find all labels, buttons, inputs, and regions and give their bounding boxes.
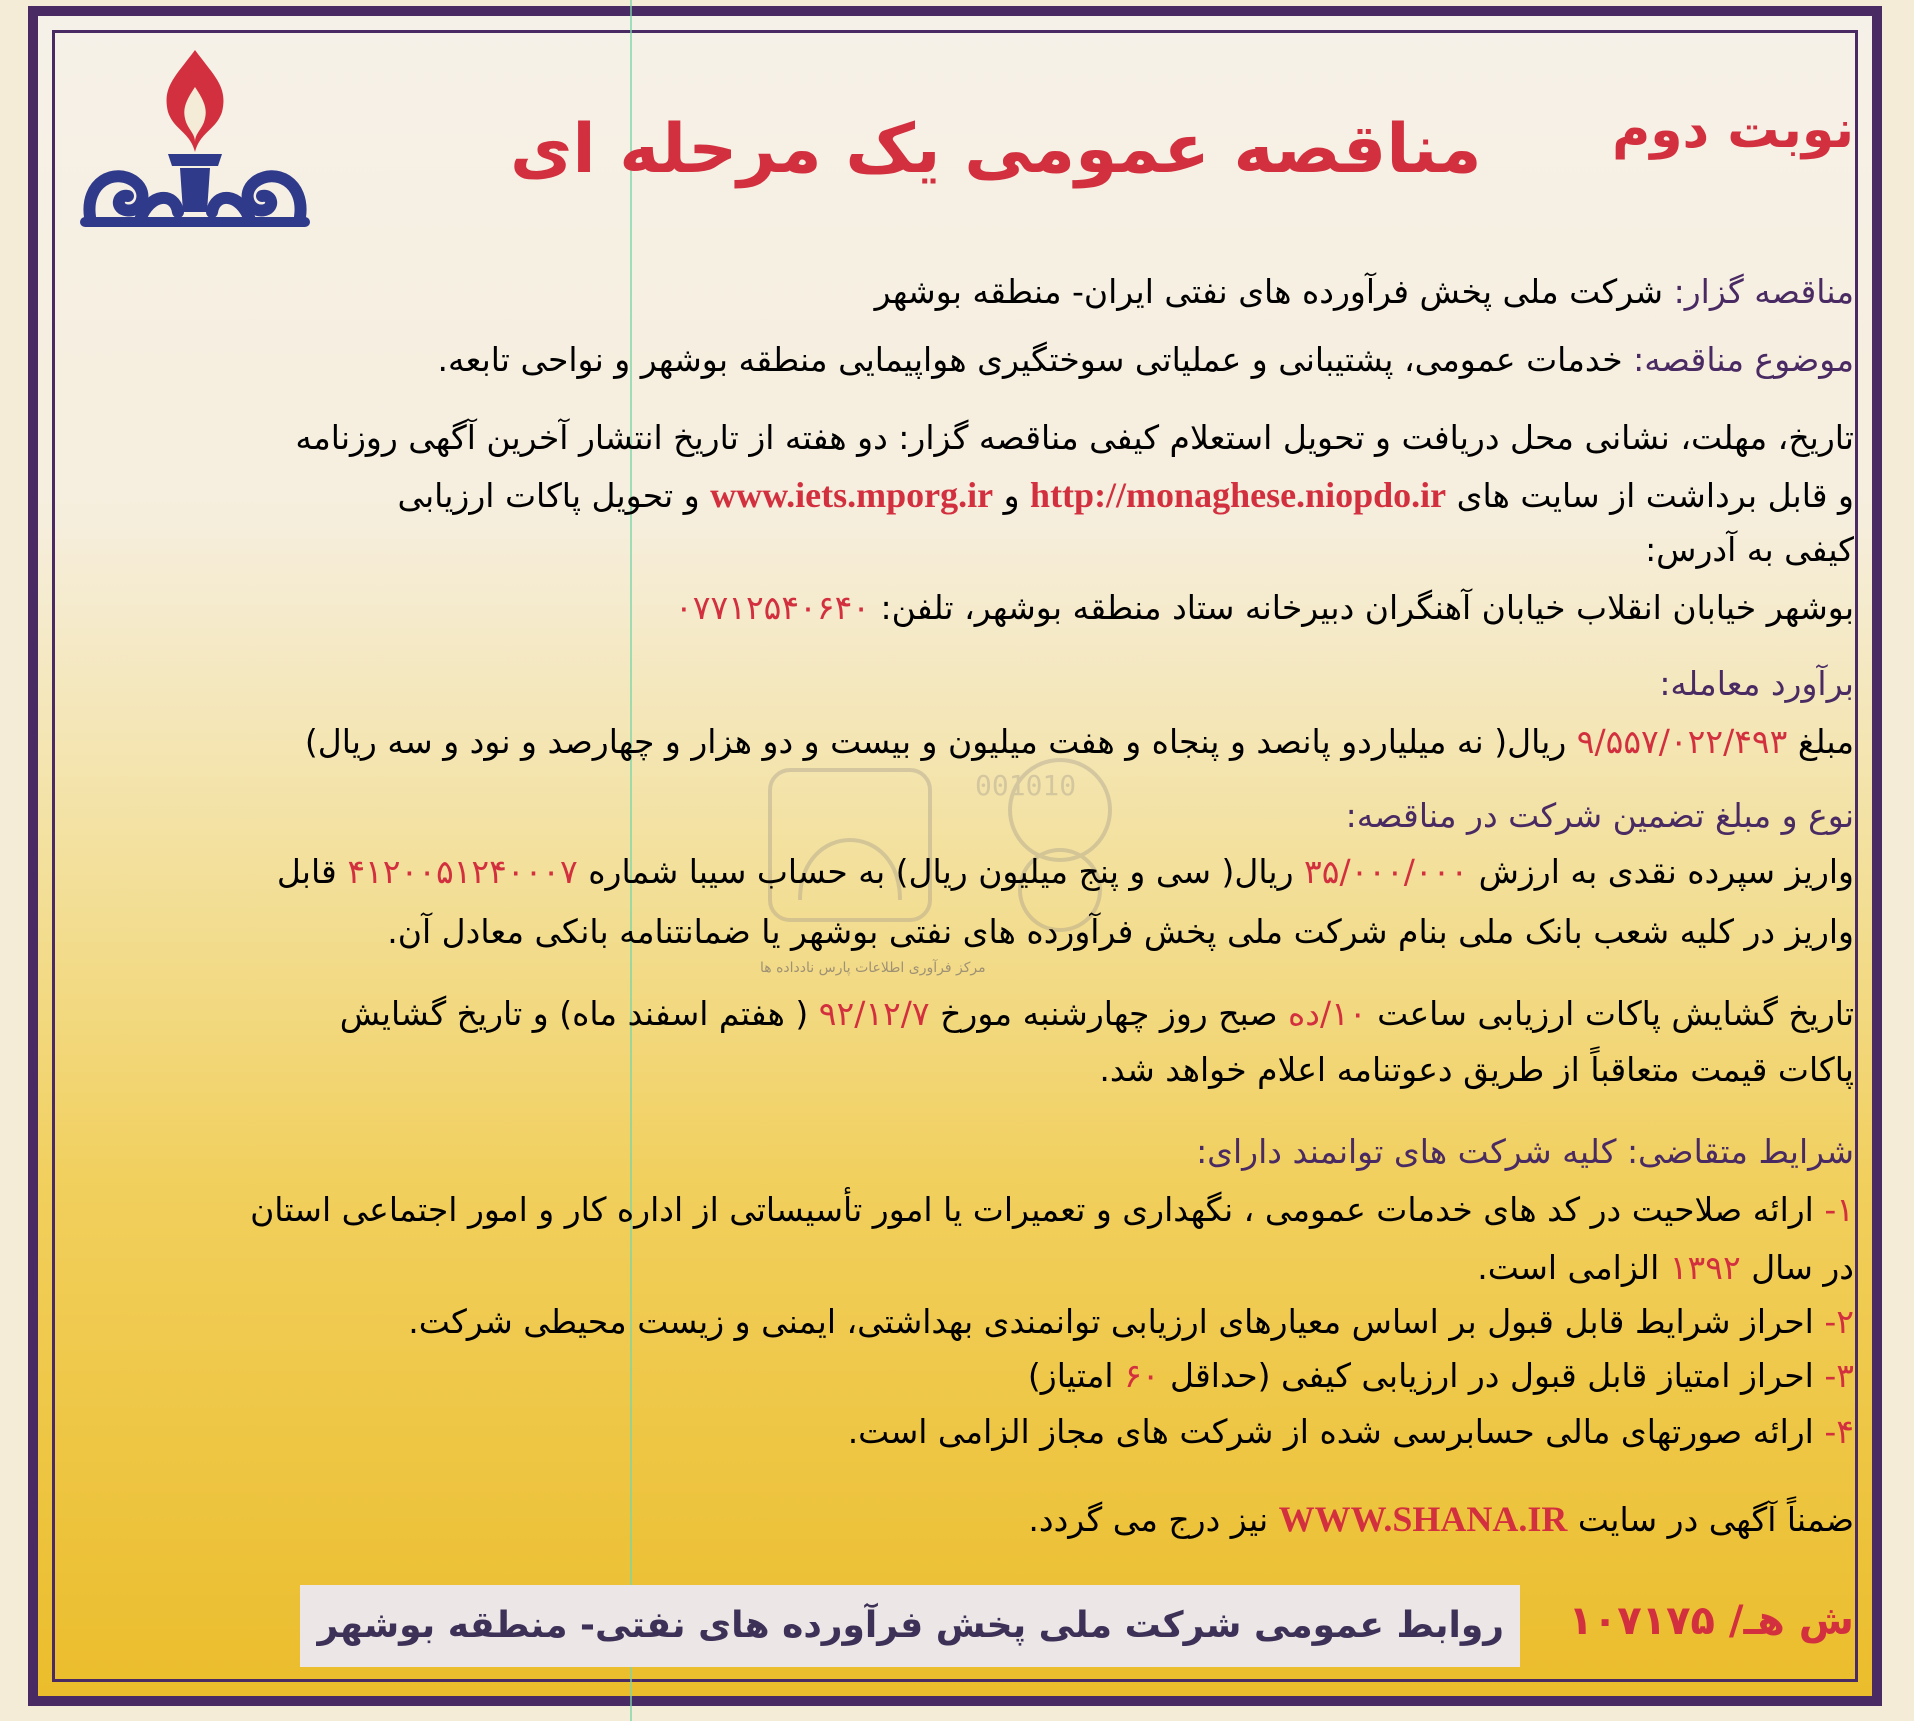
conditions-intro: کلیه شرکت های توانمند دارای:: [1196, 1132, 1617, 1171]
issuer-line: [875, 272, 1854, 311]
schedule-and: و: [1003, 476, 1020, 515]
notice-pre: ضمناً آگهی در سایت: [1577, 1500, 1854, 1539]
guarantee-line-1: [277, 852, 1854, 891]
item-2-number: ۲-: [1824, 1302, 1854, 1341]
item-1-text: ارائه صلاحیت در کد های خدمات عمومی ، نگهداری و تعمیرات یا امور تأسیساتی از اداره کار و امور اجتماعی استان: [250, 1190, 1814, 1229]
guarantee-post: قابل: [276, 852, 337, 891]
niopdc-flame-logo: [70, 42, 320, 242]
opening-mid: صبح روز چهارشنبه مورخ: [940, 994, 1278, 1033]
item-3-score: ۶۰: [1124, 1356, 1160, 1395]
schedule-post: و تحویل پاکات ارزیابی: [397, 476, 700, 515]
item-3-number: ۳-: [1824, 1356, 1854, 1395]
guarantee-amount: ۳۵/۰۰۰/۰۰۰: [1304, 852, 1469, 891]
condition-item-3: [1028, 1356, 1854, 1395]
estimate-suffix: ریال( نه میلیاردو پانصد و پنجاه و هفت میلیون و بیست و دو هزار و چهارصد و نود و سه ریال): [304, 722, 1567, 761]
condition-item-4: [848, 1412, 1854, 1451]
opening-date: ۹۲/۱۲/۷: [818, 994, 930, 1033]
issuer-label: مناقصه گزار:: [1673, 272, 1854, 311]
guarantee-mid: ریال( سی و پنج میلیون ریال) به حساب سیبا شماره: [588, 852, 1294, 891]
watermark-digits: 001010: [975, 769, 1077, 802]
condition-item-1b: [1477, 1248, 1854, 1287]
address-text: بوشهر خیابان انقلاب خیابان آهنگران دبیرخانه ستاد منطقه بوشهر، تلفن:: [880, 588, 1854, 627]
url-monaghese[interactable]: http://monaghese.niopdo.ir: [1030, 475, 1447, 515]
round-label: نوبت دوم: [1612, 100, 1854, 160]
conditions-heading: [1196, 1132, 1854, 1171]
opening-line-1: [340, 994, 1854, 1033]
estimate-label: برآورد معامله:: [1659, 664, 1854, 703]
guarantee-label: نوع و مبلغ تضمین شرکت در مناقصه:: [1345, 796, 1854, 835]
opening-line-2: پاکات قیمت متعاقباً از طریق دعوتنامه اعلام خواهد شد.: [1099, 1050, 1854, 1089]
url-iets[interactable]: www.iets.mporg.ir: [710, 475, 994, 515]
opening-post: ( هفتم اسفند ماه) و تاریخ گشایش: [339, 994, 809, 1033]
estimate-amount: ۹/۵۵۷/۰۲۲/۴۹۳: [1576, 722, 1788, 761]
estimate-prefix: مبلغ: [1797, 722, 1854, 761]
item-1b-post: الزامی است.: [1477, 1248, 1660, 1287]
estimate-line: [305, 722, 1854, 761]
phone-number: ۰۷۷۱۲۵۴۰۶۴۰: [675, 588, 871, 627]
notice-line: [1028, 1498, 1854, 1540]
conditions-label: شرایط متقاضی:: [1626, 1132, 1854, 1171]
watermark-caption: مرکز فرآوری اطلاعات پارس نادداده ها: [760, 960, 986, 976]
schedule-line-1: تاریخ، مهلت، نشانی محل دریافت و تحویل استعلام کیفی مناقصه گزار: دو هفته از تاریخ انتشار آخرین آگهی روزنامه: [295, 418, 1854, 457]
guarantee-line-2: واریز در کلیه شعب بانک ملی بنام شرکت ملی پخش فرآورده های نفتی بوشهر یا ضمانتنامه بانکی معادل آن.: [387, 912, 1854, 951]
shana-site[interactable]: WWW.SHANA.IR: [1278, 1499, 1568, 1539]
opening-pre: تاریخ گشایش پاکات ارزیابی ساعت: [1377, 994, 1854, 1033]
item-2-text: احراز شرایط قابل قبول بر اساس معیارهای ارزیابی توانمندی بهداشتی، ایمنی و زیست محیطی شرکت.: [408, 1302, 1814, 1341]
guarantee-pre: واریز سپرده نقدی به ارزش: [1478, 852, 1854, 891]
footer-code: ش هـ/ ۱۰۷۱۷۵: [1568, 1598, 1854, 1644]
schedule-pre: و قابل برداشت از سایت های: [1456, 476, 1854, 515]
opening-time: ۱۰/ده: [1288, 994, 1367, 1033]
subject-value: خدمات عمومی، پشتیبانی و عملیاتی سوختگیری هواپیمایی منطقه بوشهر و نواحی تابعه.: [437, 340, 1623, 379]
ad-title: مناقصه عمومی یک مرحله ای: [510, 110, 1482, 189]
item-4-text: ارائه صورتهای مالی حسابرسی شده از شرکت های مجاز الزامی است.: [847, 1412, 1814, 1451]
address-line: [675, 588, 1854, 627]
subject-label: موضوع مناقصه:: [1633, 340, 1854, 379]
footer-organization: روابط عمومی شرکت ملی پخش فرآورده های نفتی- منطقه بوشهر: [317, 1605, 1504, 1646]
item-1-number: ۱-: [1824, 1190, 1854, 1229]
condition-item-1: [250, 1190, 1854, 1229]
item-3-post: امتیاز): [1027, 1356, 1114, 1395]
subject-line: [437, 340, 1854, 379]
schedule-line-2: [397, 474, 1854, 516]
item-1-year: ۱۳۹۲: [1669, 1248, 1741, 1287]
condition-item-2: [408, 1302, 1854, 1341]
item-4-number: ۴-: [1824, 1412, 1854, 1451]
item-1b-pre: در سال: [1751, 1248, 1854, 1287]
issuer-value: شرکت ملی پخش فرآورده های نفتی ایران- منطقه بوشهر: [874, 272, 1664, 311]
notice-post: نیز درج می گردد.: [1028, 1500, 1269, 1539]
account-number: ۴۱۲۰۰۵۱۲۴۰۰۰۷: [347, 852, 578, 891]
item-3-pre: احراز امتیاز قابل قبول در ارزیابی کیفی (حداقل: [1170, 1356, 1814, 1395]
schedule-line-3: کیفی به آدرس:: [1645, 530, 1854, 569]
